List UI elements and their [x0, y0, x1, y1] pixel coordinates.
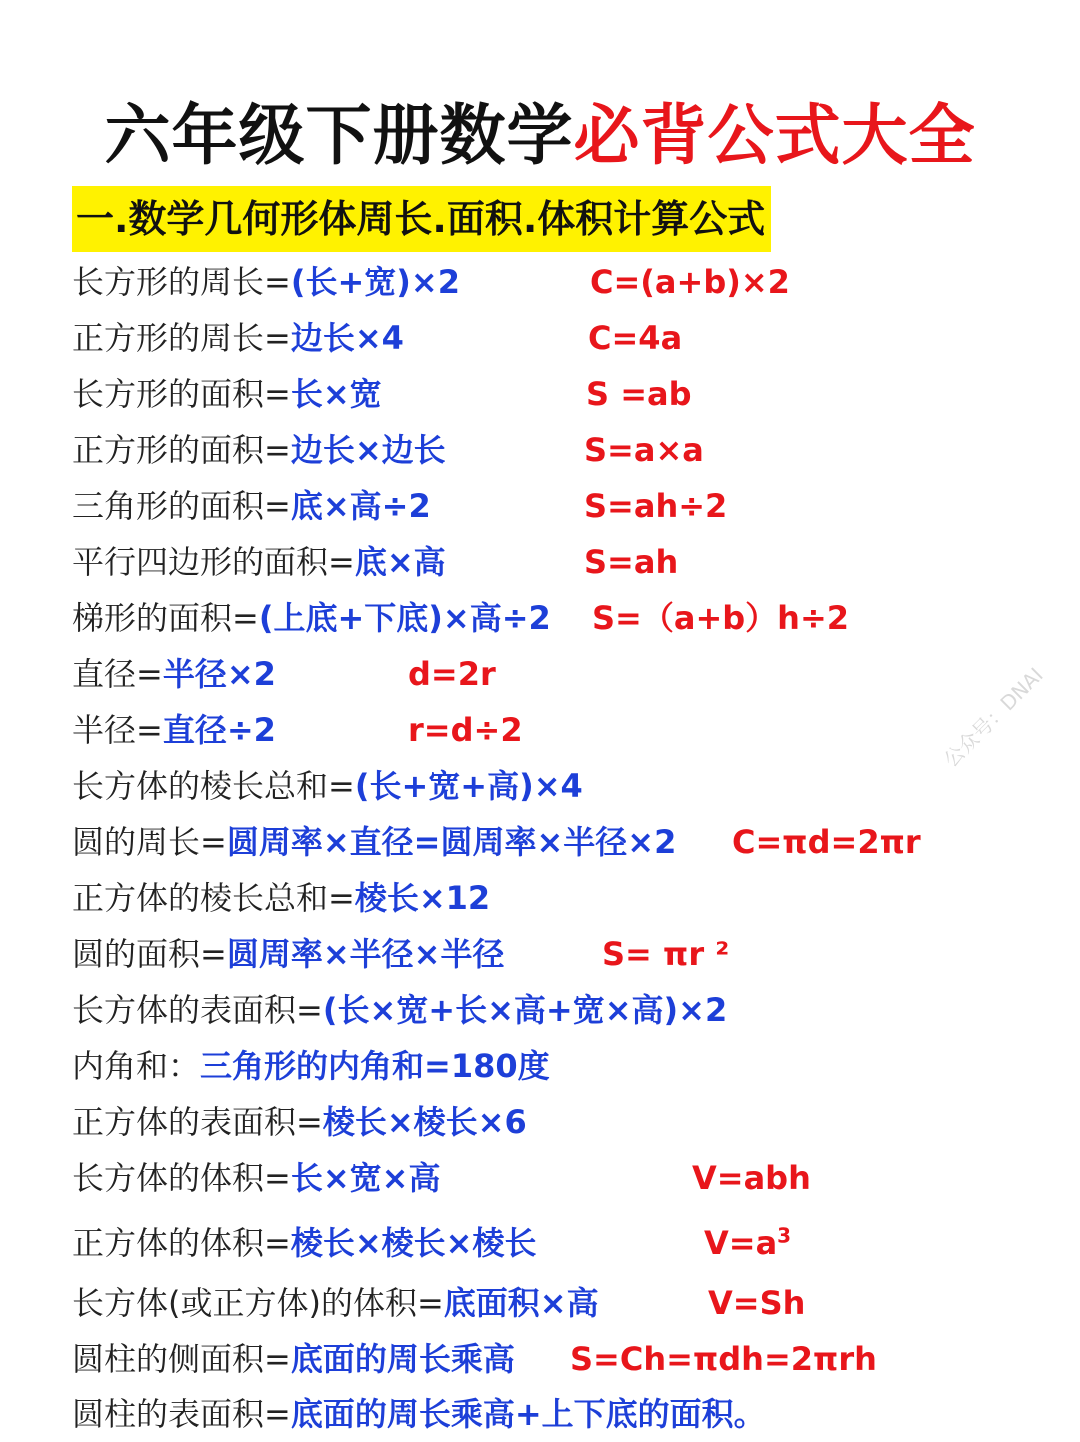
formula-symbol: C=4a [588, 319, 683, 357]
formula-expression: (长+宽+高)×4 [354, 767, 583, 805]
formula-label: 长方体的体积= [72, 1159, 291, 1197]
formula-label: 长方体的棱长总和= [72, 767, 355, 805]
formula-row [72, 706, 276, 754]
formula-row [72, 538, 446, 586]
formula-expression: (长×宽+长×高+宽×高)×2 [322, 991, 728, 1029]
formula-expression: 底×高÷2 [290, 487, 431, 525]
formula-expression: 棱长×棱长×棱长 [290, 1224, 537, 1262]
formula-expression: 底面的周长乘高+上下底的面积。 [290, 1395, 766, 1433]
formula-symbol: d=2r [408, 655, 496, 693]
formula-symbol: S=Ch=πdh=2πrh [570, 1340, 877, 1378]
formula-label: 长方形的面积= [72, 375, 291, 413]
page-title [0, 92, 1080, 180]
formula-expression: 棱长×棱长×6 [322, 1103, 527, 1141]
formula-expression: 直径÷2 [162, 711, 276, 749]
formula-row [72, 1219, 536, 1267]
formula-row [72, 370, 382, 418]
formula-symbol-base: V=a [704, 1224, 778, 1262]
formula-expression: 三角形的内角和=180度 [200, 1047, 550, 1085]
formula-label: 正方形的周长= [72, 319, 291, 357]
formula-symbol: C=(a+b)×2 [590, 263, 790, 301]
formula-label: 长方体的表面积= [72, 991, 323, 1029]
watermark: 公众号：DNAI [938, 662, 1048, 772]
page-title-highlight: 必背公式大全 [573, 97, 976, 174]
formula-label: 正方体的体积= [72, 1224, 291, 1262]
formula-row [72, 314, 404, 362]
formula-row [72, 1390, 766, 1438]
formula-row [72, 1042, 550, 1090]
formula-label: 圆柱的表面积= [72, 1395, 291, 1433]
formula-row [72, 874, 490, 922]
formula-row [72, 930, 504, 978]
formula-expression: 底×高 [354, 543, 446, 581]
formula-label: 正方体的表面积= [72, 1103, 323, 1141]
formula-symbol: S=ah÷2 [584, 487, 728, 525]
formula-label: 正方体的棱长总和= [72, 879, 355, 917]
formula-row [72, 818, 676, 866]
formula-row [72, 650, 276, 698]
formula-expression: 底面积×高 [443, 1284, 599, 1322]
formula-row [72, 1279, 599, 1327]
formula-symbol: S=a×a [584, 431, 704, 469]
formula-symbol: S= πr ² [602, 935, 730, 973]
formula-label: 平行四边形的面积= [72, 543, 355, 581]
formula-label: 长方形的周长= [72, 263, 291, 301]
formula-row [72, 762, 583, 810]
section-heading: 一.数学几何形体周长.面积.体积计算公式 [72, 186, 771, 252]
formula-row [72, 426, 446, 474]
formula-row [72, 258, 460, 306]
formula-label: 圆柱的侧面积= [72, 1340, 291, 1378]
page-title-main: 六年级下册数学 [104, 97, 574, 174]
formula-expression: 圆周率×半径×半径 [226, 935, 505, 973]
formula-row [72, 1098, 527, 1146]
formula-row [72, 986, 727, 1034]
formula-row [72, 594, 551, 642]
formula-label: 内角和： [72, 1047, 201, 1085]
formula-symbol: S =ab [586, 375, 692, 413]
formula-label: 正方形的面积= [72, 431, 291, 469]
formula-expression: (长+宽)×2 [290, 263, 460, 301]
formula-symbol: r=d÷2 [408, 711, 523, 749]
formula-expression: 棱长×12 [354, 879, 491, 917]
formula-expression: 长×宽 [290, 375, 382, 413]
formula-expression: 半径×2 [162, 655, 276, 693]
formula-label: 梯形的面积= [72, 599, 259, 637]
formula-expression: 长×宽×高 [290, 1159, 441, 1197]
formula-symbol: C=πd=2πr [732, 823, 921, 861]
formula-label: 长方体(或正方体)的体积= [72, 1284, 444, 1322]
formula-expression: 边长×边长 [290, 431, 446, 469]
formula-symbol: S=（a+b）h÷2 [592, 599, 850, 637]
formula-expression: 边长×4 [290, 319, 404, 357]
formula-symbol-exponent: 3 [777, 1223, 792, 1248]
formula-row [72, 482, 431, 530]
formula-symbol [704, 1219, 791, 1267]
formula-expression: 圆周率×直径=圆周率×半径×2 [226, 823, 677, 861]
formula-label: 圆的面积= [72, 935, 227, 973]
formula-label: 半径= [72, 711, 163, 749]
formula-expression: (上底+下底)×高÷2 [258, 599, 551, 637]
formula-row [72, 1154, 440, 1202]
formula-label: 直径= [72, 655, 163, 693]
formula-label: 圆的周长= [72, 823, 227, 861]
formula-symbol: V=Sh [708, 1284, 806, 1322]
formula-symbol: V=abh [692, 1159, 811, 1197]
formula-label: 三角形的面积= [72, 487, 291, 525]
formula-expression: 底面的周长乘高 [290, 1340, 515, 1378]
formula-symbol: S=ah [584, 543, 679, 581]
formula-row [72, 1335, 515, 1383]
